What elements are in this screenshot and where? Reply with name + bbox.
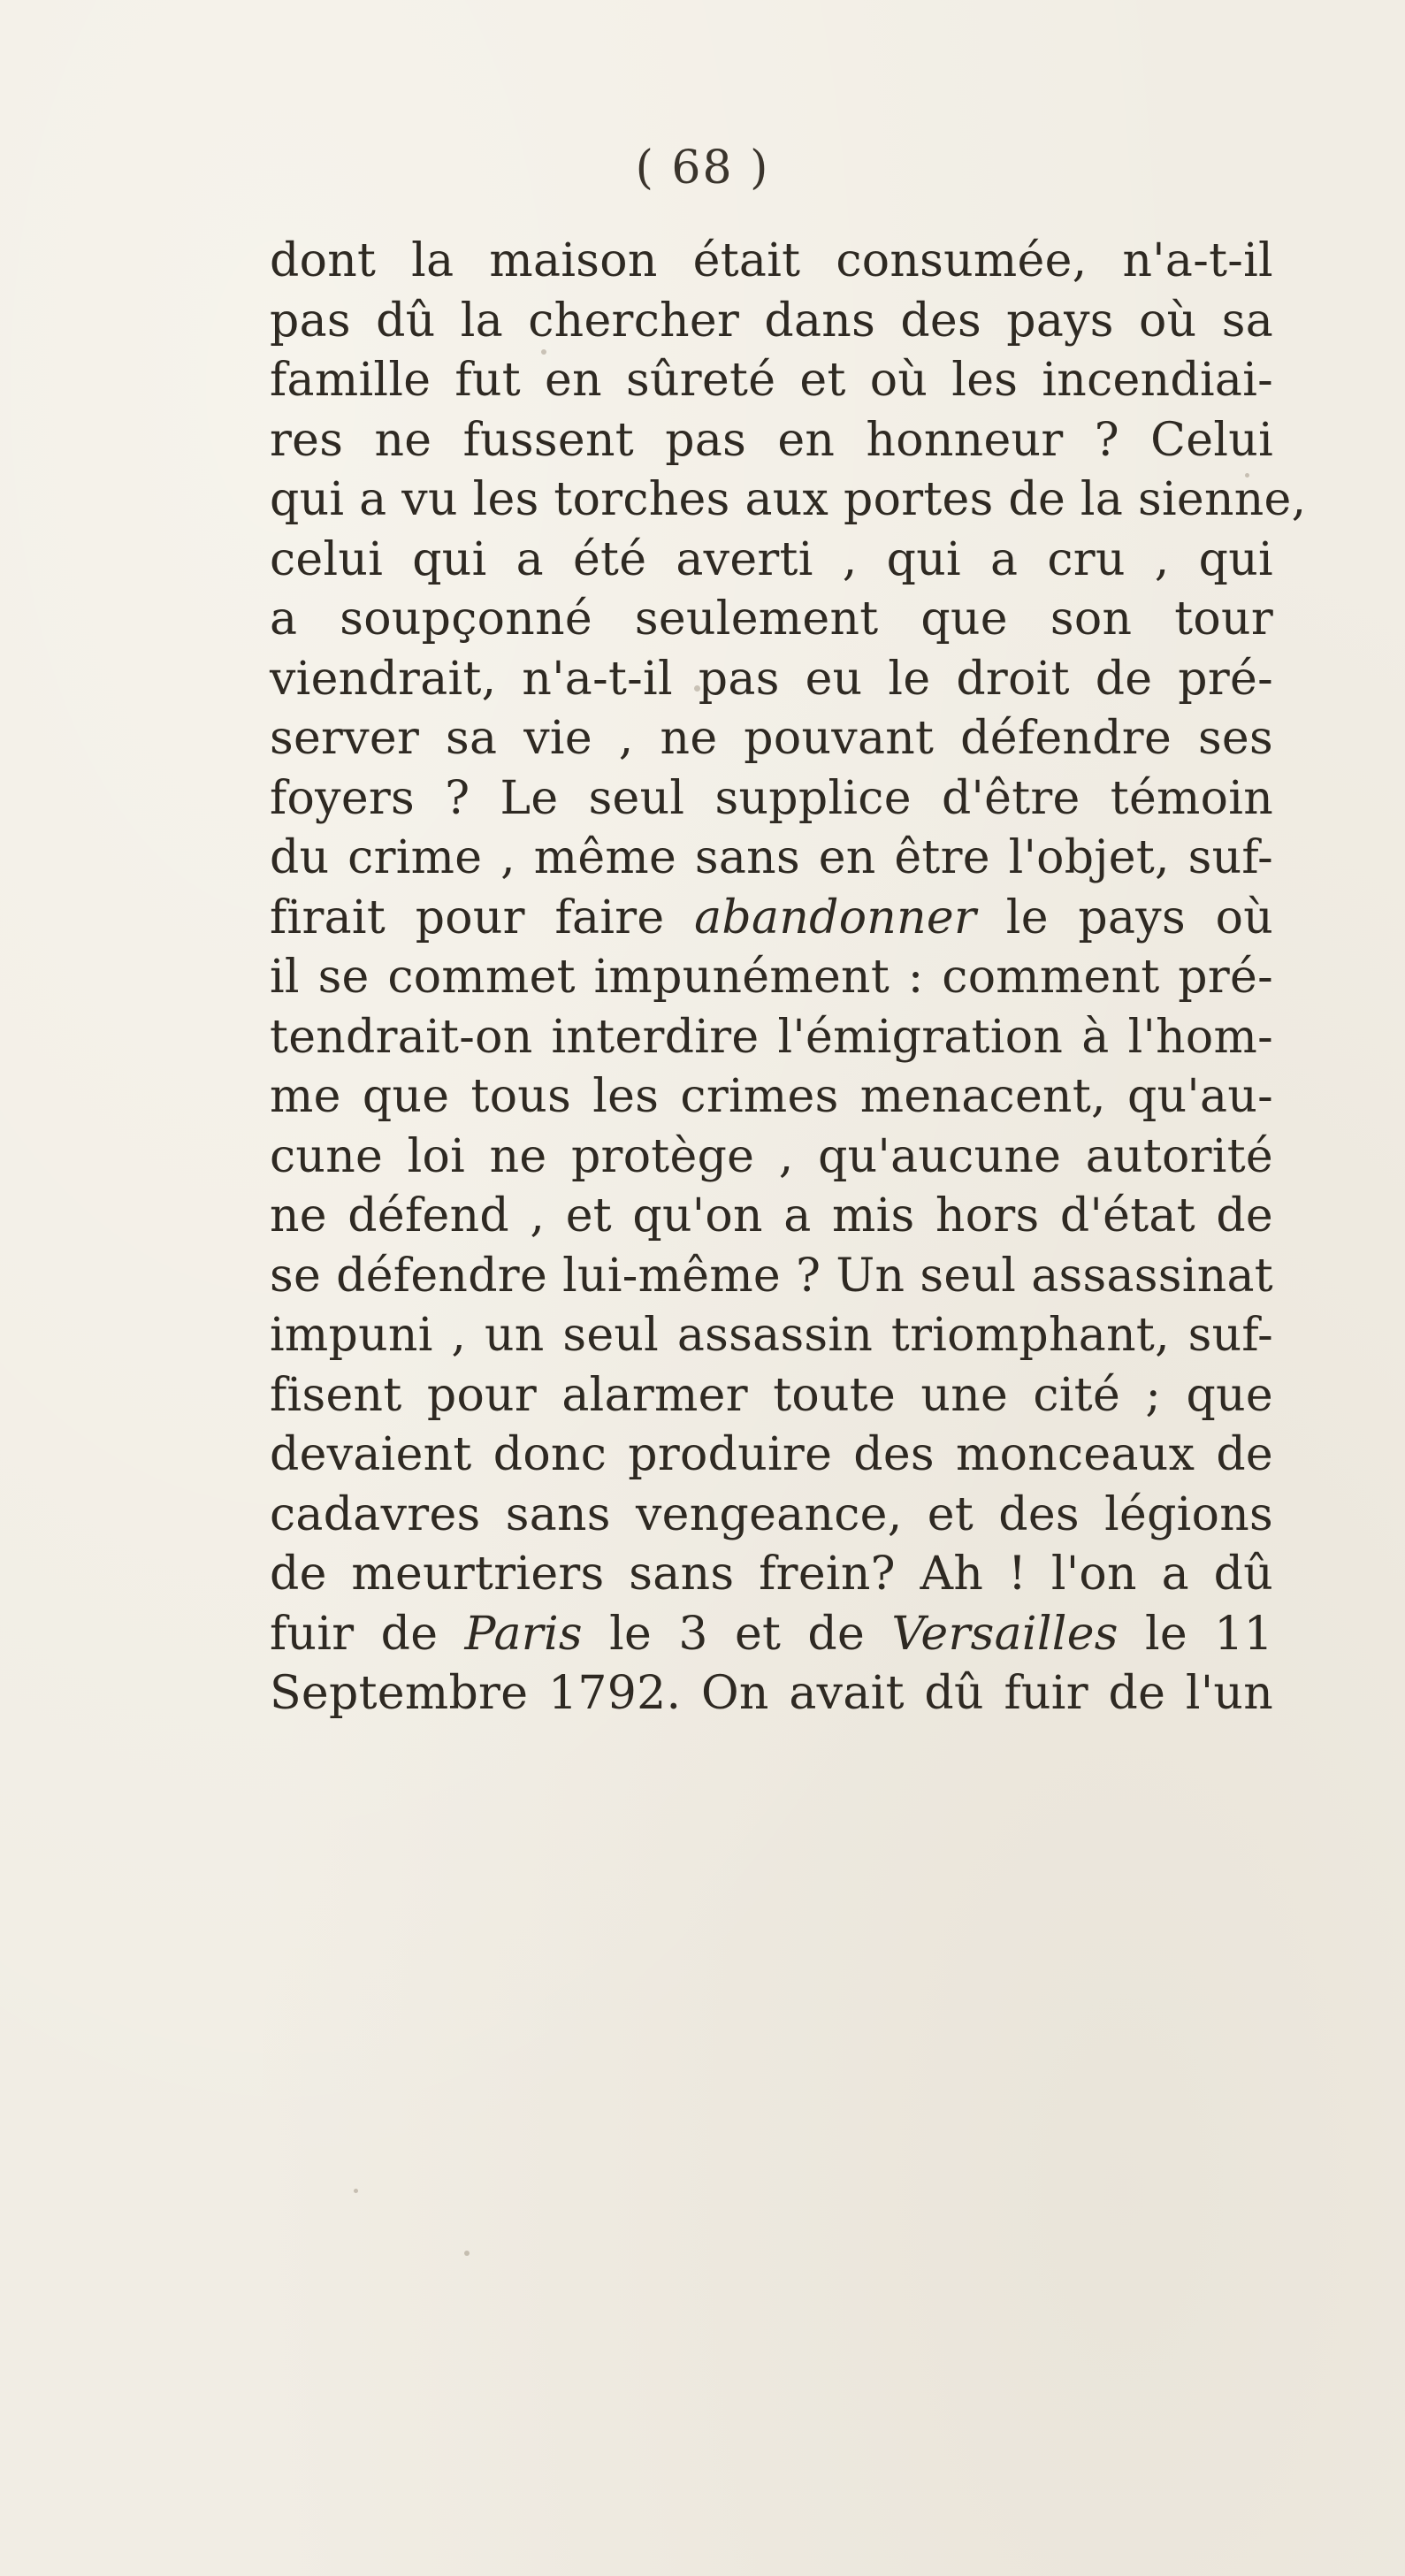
text-segment: tendrait-on interdire l'émigration à l'hom- — [270, 1010, 1273, 1064]
text-segment: le pays où — [976, 891, 1273, 944]
text-line — [270, 1426, 1273, 1486]
text-line — [270, 1605, 1273, 1665]
text-segment: Septembre 1792. On avait dû fuir de l'un — [270, 1667, 1273, 1720]
page-number: ( 68 ) — [635, 141, 770, 195]
text-segment: viendrait, n'a-t-il pas eu le droit de pré- — [270, 652, 1273, 706]
paper-speck — [541, 349, 546, 355]
text-line — [270, 1247, 1273, 1307]
body-text — [270, 232, 1307, 1724]
italic-text: Paris — [464, 1607, 583, 1661]
text-segment: celui qui a été averti , qui a cru , qui — [270, 532, 1273, 586]
italic-text: abandonner — [694, 891, 977, 944]
text-line — [270, 1366, 1273, 1426]
text-segment: server sa vie , ne pouvant défendre ses — [270, 712, 1273, 765]
text-segment: pas dû la chercher dans des pays où sa — [270, 294, 1273, 348]
text-line — [270, 590, 1273, 650]
text-line — [270, 1306, 1273, 1366]
paper-speck — [354, 2189, 358, 2193]
text-line — [270, 1127, 1273, 1188]
text-segment: qui a vu les torches aux portes de la sienne, — [270, 473, 1307, 526]
text-segment: cadavres sans vengeance, et des légions — [270, 1487, 1273, 1541]
text-segment: foyers ? Le seul supplice d'être témoin — [270, 771, 1273, 825]
text-segment: du crime , même sans en être l'objet, suf- — [270, 831, 1273, 884]
paper-speck — [694, 685, 700, 692]
text-line — [270, 1067, 1273, 1127]
text-line — [270, 470, 1307, 531]
text-segment: le 11 — [1118, 1607, 1274, 1661]
text-line — [270, 889, 1273, 949]
text-segment: le 3 et de — [582, 1607, 892, 1661]
text-line — [270, 948, 1273, 1008]
text-line — [270, 232, 1273, 292]
text-line — [270, 1664, 1273, 1724]
text-segment: fisent pour alarmer toute une cité ; que — [270, 1368, 1273, 1422]
text-segment: me que tous les crimes menacent, qu'au- — [270, 1070, 1273, 1123]
text-segment: firait pour faire — [270, 891, 695, 944]
text-segment: famille fut en sûreté et où les incendiai- — [270, 354, 1273, 407]
text-line — [270, 1187, 1273, 1247]
text-line — [270, 769, 1273, 829]
text-segment: a soupçonné seulement que son tour — [270, 592, 1273, 646]
text-segment: res ne fussent pas en honneur ? Celui — [270, 413, 1273, 467]
text-line — [270, 292, 1273, 352]
text-segment: dont la maison était consumée, n'a-t-il — [270, 234, 1273, 287]
text-segment: cune loi ne protège , qu'aucune autorité — [270, 1129, 1273, 1183]
text-segment: devaient donc produire des monceaux de — [270, 1428, 1273, 1481]
text-line — [270, 650, 1273, 710]
text-line — [270, 1008, 1273, 1068]
paper-speck — [464, 2251, 470, 2256]
text-line — [270, 829, 1273, 889]
text-line — [270, 1545, 1273, 1605]
italic-text: Versailles — [891, 1607, 1119, 1661]
text-segment: fuir de — [270, 1607, 465, 1661]
text-segment: il se commet impunément : comment pré- — [270, 951, 1273, 1004]
text-line — [270, 531, 1273, 591]
text-line — [270, 709, 1273, 769]
text-segment: ne défend , et qu'on a mis hors d'état de — [270, 1189, 1273, 1242]
text-segment: se défendre lui-même ? Un seul assassinat — [270, 1249, 1273, 1303]
text-line — [270, 411, 1273, 471]
text-segment: impuni , un seul assassin triomphant, suf- — [270, 1309, 1273, 1362]
text-segment: de meurtriers sans frein? Ah ! l'on a dû — [270, 1548, 1273, 1601]
text-line — [270, 1486, 1273, 1546]
text-line — [270, 351, 1273, 411]
paper-speck — [1245, 473, 1249, 478]
